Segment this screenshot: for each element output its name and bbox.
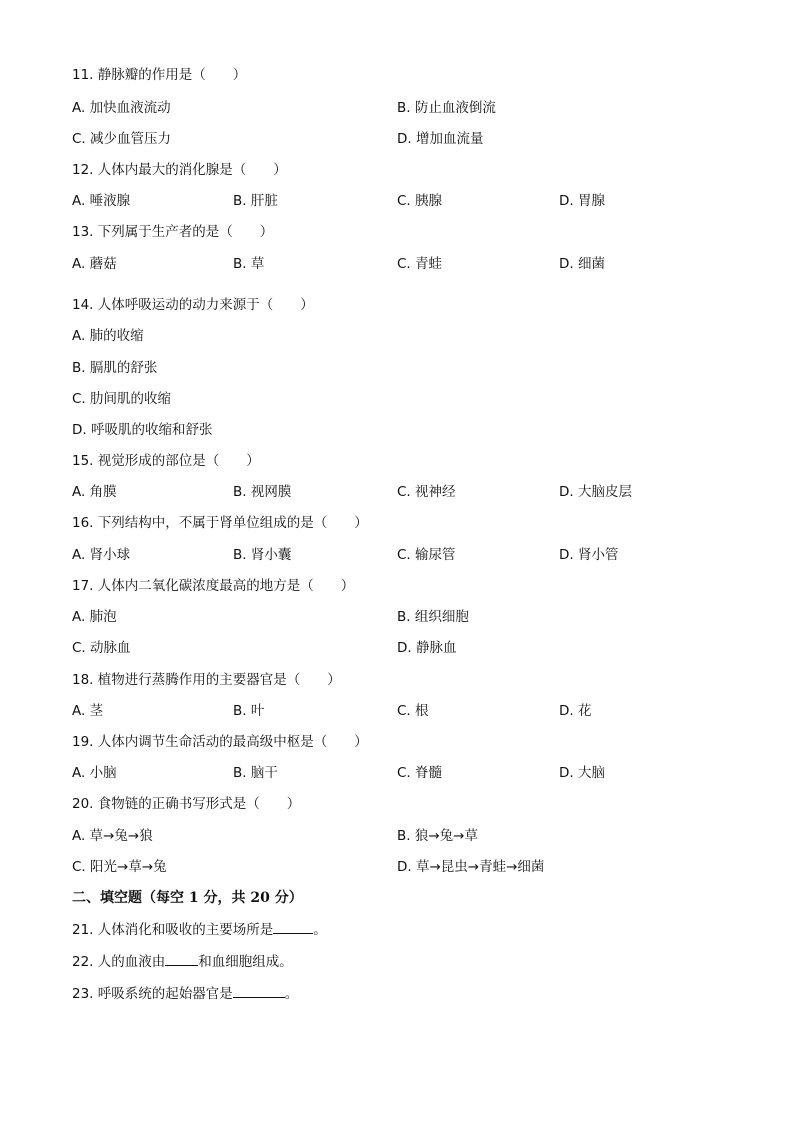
option-a: A. 蘑菇 (72, 256, 117, 272)
option-d: D. 草→昆虫→青蛙→细菌 (397, 859, 545, 875)
option-c: C. 动脉血 (72, 640, 131, 656)
fill-question-text: 21. 人体消化和吸收的主要场所是 (72, 922, 274, 938)
option-c: C. 胰腺 (397, 193, 443, 209)
question-stem: 14. 人体呼吸运动的动力来源于（ ） (72, 297, 314, 313)
answer-blank[interactable] (233, 984, 285, 998)
option-c: C. 脊髓 (397, 765, 443, 781)
option-b: B. 肾小囊 (233, 547, 292, 563)
option-d: D. 静脉血 (397, 640, 457, 656)
question-stem: 18. 植物进行蒸腾作用的主要器官是（ ） (72, 672, 341, 688)
option-d: D. 花 (559, 703, 592, 719)
option-b: B. 膈肌的舒张 (72, 360, 158, 376)
option-a: A. 草→兔→狼 (72, 828, 153, 844)
option-d: D. 大脑皮层 (559, 484, 632, 500)
option-b: B. 组织细胞 (397, 609, 469, 625)
option-c: C. 视神经 (397, 484, 456, 500)
fill-question-suffix: 和血细胞组成。 (198, 954, 293, 970)
question-stem: 12. 人体内最大的消化腺是（ ） (72, 162, 287, 178)
fill-question-suffix: 。 (313, 922, 327, 938)
question-stem: 16. 下列结构中，不属于肾单位组成的是（ ） (72, 515, 368, 531)
question-stem: 20. 食物链的正确书写形式是（ ） (72, 796, 301, 812)
question-stem: 15. 视觉形成的部位是（ ） (72, 453, 260, 469)
option-a: A. 角膜 (72, 484, 117, 500)
option-a: A. 小脑 (72, 765, 117, 781)
option-b: B. 防止血液倒流 (397, 100, 496, 116)
question-stem: 11. 静脉瓣的作用是（ ） (72, 67, 247, 83)
option-a: A. 唾液腺 (72, 193, 131, 209)
option-b: B. 草 (233, 256, 265, 272)
option-b: B. 肝脏 (233, 193, 278, 209)
fill-question-text: 23. 呼吸系统的起始器官是 (72, 986, 233, 1002)
option-d: D. 增加血流量 (397, 131, 484, 147)
option-a: A. 肾小球 (72, 547, 131, 563)
answer-blank[interactable] (273, 920, 313, 934)
option-b: B. 视网膜 (233, 484, 292, 500)
option-c: C. 根 (397, 703, 429, 719)
fill-question (72, 952, 293, 971)
option-d: D. 呼吸肌的收缩和舒张 (72, 422, 213, 438)
fill-question (72, 984, 298, 1003)
option-a: A. 加快血液流动 (72, 100, 171, 116)
option-b: B. 叶 (233, 703, 265, 719)
option-c: C. 阳光→草→兔 (72, 859, 167, 875)
option-d: D. 肾小管 (559, 547, 619, 563)
option-d: D. 胃腺 (559, 193, 605, 209)
option-c: C. 减少血管压力 (72, 131, 172, 147)
section-title: 二、填空题（每空 1 分，共 20 分） (72, 890, 303, 906)
question-stem: 13. 下列属于生产者的是（ ） (72, 224, 274, 240)
fill-question-suffix: 。 (284, 986, 299, 1002)
option-a: A. 茎 (72, 703, 104, 719)
option-d: D. 细菌 (559, 256, 605, 272)
question-stem: 19. 人体内调节生命活动的最高级中枢是（ ） (72, 734, 368, 750)
question-stem: 17. 人体内二氧化碳浓度最高的地方是（ ） (72, 578, 355, 594)
option-a: A. 肺泡 (72, 609, 117, 625)
option-a: A. 肺的收缩 (72, 328, 144, 344)
option-c: C. 青蛙 (397, 256, 443, 272)
option-b: B. 狼→兔→草 (397, 828, 478, 844)
option-b: B. 脑干 (233, 765, 278, 781)
option-c: C. 输尿管 (397, 547, 456, 563)
fill-question (72, 920, 327, 939)
fill-question-text: 22. 人的血液由 (72, 954, 166, 970)
option-c: C. 肋间肌的收缩 (72, 391, 172, 407)
answer-blank[interactable] (165, 952, 198, 966)
option-d: D. 大脑 (559, 765, 605, 781)
